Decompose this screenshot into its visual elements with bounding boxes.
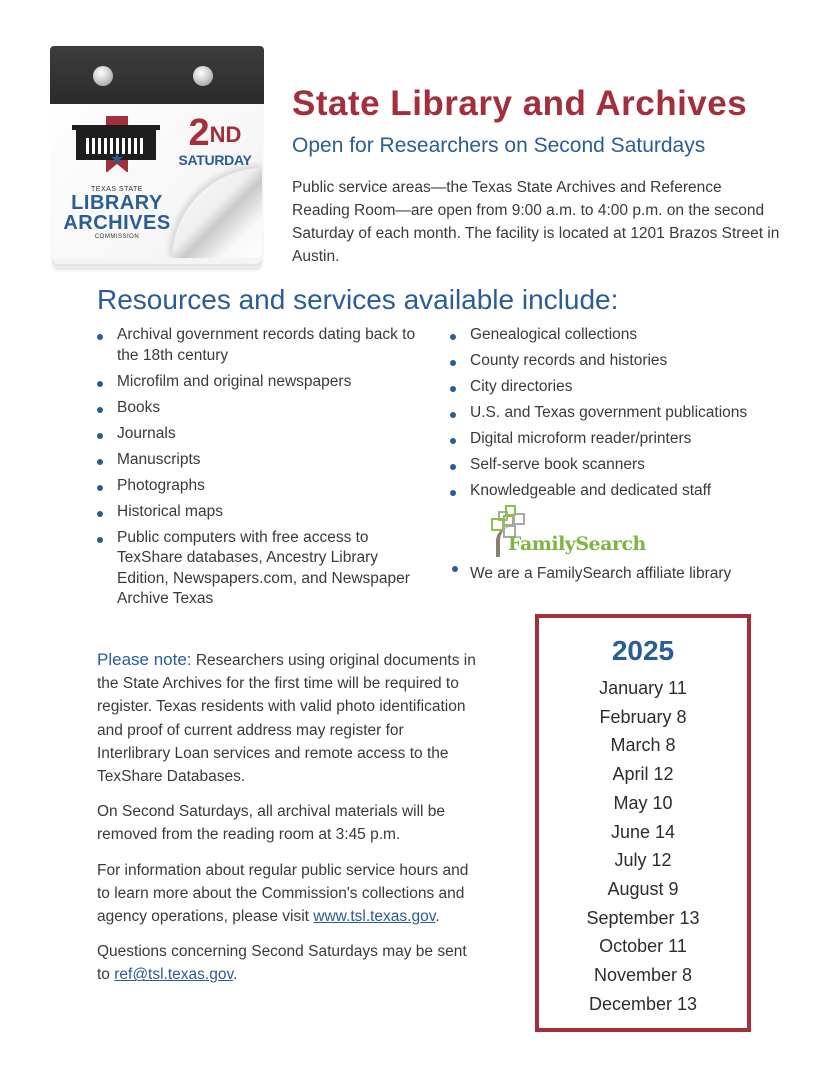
- list-item: [450, 377, 810, 398]
- schedule-date: November 8: [539, 961, 747, 990]
- note-text: Researchers using original documents in the State Archives for the first time will be required to register. Texas residents with valid photo identification and proof of current address may register for Interlibrary Loan services and remote access to the TexShare Databases.: [97, 652, 476, 785]
- list-item-text: Digital microform reader/printers: [470, 430, 691, 447]
- bullet-icon: [97, 334, 103, 340]
- bullet-icon: [450, 386, 456, 392]
- logo-archives: ARCHIVES: [62, 213, 172, 233]
- logo-library: LIBRARY: [62, 193, 172, 213]
- logo-commission: COMMISSION: [62, 234, 172, 240]
- bullet-icon: [97, 407, 103, 413]
- resources-list-left: [97, 325, 417, 615]
- list-item-text: Photographs: [117, 477, 205, 494]
- list-item-text: U.S. and Texas government publications: [470, 404, 747, 421]
- list-item: [97, 450, 417, 471]
- note-paragraph: [97, 859, 477, 929]
- resources-list-right: [450, 325, 810, 507]
- bullet-icon: [97, 459, 103, 465]
- list-item: [450, 429, 810, 450]
- logo-texas-state: TEXAS STATE: [62, 186, 172, 193]
- notes-section: [97, 648, 477, 999]
- page-title: State Library and Archives: [292, 84, 747, 124]
- list-item-text: Genealogical collections: [470, 326, 637, 343]
- list-item: [450, 325, 810, 346]
- list-item: [97, 424, 417, 445]
- list-item-text: Archival government records dating back to the 18th century: [117, 326, 415, 364]
- list-item-text: Journals: [117, 425, 176, 442]
- bullet-icon: [97, 537, 103, 543]
- schedule-box: [535, 614, 751, 1032]
- note-text: .: [233, 966, 237, 983]
- saturday-label: SATURDAY: [172, 152, 258, 168]
- schedule-date: February 8: [539, 703, 747, 732]
- bullet-icon: [97, 485, 103, 491]
- list-item: [97, 528, 417, 610]
- calendar-binding: [50, 46, 264, 104]
- resources-heading: Resources and services available include:: [97, 284, 618, 316]
- list-item-text: Historical maps: [117, 503, 223, 520]
- list-item: [97, 398, 417, 419]
- list-item-text: Microfilm and original newspapers: [117, 373, 351, 390]
- list-item-text: Knowledgeable and dedicated staff: [470, 482, 711, 499]
- list-item: [97, 325, 417, 366]
- binding-ring-icon: [193, 66, 213, 86]
- schedule-date: July 12: [539, 846, 747, 875]
- schedule-dates-list: [539, 674, 747, 1018]
- page-curl: [172, 168, 262, 258]
- schedule-date: October 11: [539, 932, 747, 961]
- note-text: .: [435, 908, 439, 925]
- schedule-date: September 13: [539, 904, 747, 933]
- schedule-date: March 8: [539, 731, 747, 760]
- list-item: [450, 455, 810, 476]
- bullet-icon: [450, 464, 456, 470]
- list-item-text: Self-serve book scanners: [470, 456, 645, 473]
- tree-leaf-icon: [513, 513, 525, 525]
- website-link[interactable]: www.tsl.texas.gov: [313, 908, 435, 925]
- second-saturday-label: [172, 114, 258, 168]
- note-paragraph: [97, 940, 477, 986]
- schedule-date: August 9: [539, 875, 747, 904]
- email-link[interactable]: ref@tsl.texas.gov: [114, 966, 233, 983]
- list-item: [97, 502, 417, 523]
- list-item: [450, 351, 810, 372]
- list-item-text: County records and histories: [470, 352, 667, 369]
- list-item-text: Manuscripts: [117, 451, 201, 468]
- list-item: [450, 403, 810, 424]
- page-subtitle: Open for Researchers on Second Saturdays: [292, 134, 705, 158]
- familysearch-logo: [488, 505, 648, 559]
- second-saturday-calendar-logo: [50, 46, 264, 268]
- please-note-label: Please note:: [97, 650, 192, 669]
- bullet-icon: [450, 438, 456, 444]
- note-text: Questions concerning Second Saturdays may be sent to: [97, 943, 467, 983]
- familysearch-wordmark: FamilySearch: [508, 533, 646, 555]
- bullet-icon: [97, 511, 103, 517]
- schedule-date: December 13: [539, 990, 747, 1019]
- schedule-date: April 12: [539, 760, 747, 789]
- familysearch-affiliate-item: [450, 564, 731, 584]
- schedule-date: June 14: [539, 818, 747, 847]
- ordinal-suffix: ND: [210, 122, 242, 147]
- bullet-icon: [450, 490, 456, 496]
- schedule-year: 2025: [539, 634, 747, 668]
- bullet-icon: [97, 381, 103, 387]
- list-item-text: City directories: [470, 378, 573, 395]
- list-item-text: Public computers with free access to TexShare databases, Ancestry Library Edition, Newspapers.com, and Newspaper Archive Texas: [117, 529, 410, 608]
- bullet-icon: [452, 566, 458, 572]
- tslac-logo: [62, 116, 172, 240]
- list-item-text: Books: [117, 399, 160, 416]
- schedule-date: January 11: [539, 674, 747, 703]
- intro-paragraph: Public service areas—the Texas State Archives and Reference Reading Room—are open from 9:00 a.m. to 4:00 p.m. on the second Saturday of each month. The facility is located at 1201 Brazos Street in Austin.: [292, 176, 782, 268]
- list-item: [450, 481, 810, 502]
- ordinal-number: 2: [189, 112, 210, 154]
- star-icon: ★: [62, 152, 172, 168]
- list-item: [97, 476, 417, 497]
- list-item-text: We are a FamilySearch affiliate library: [470, 565, 731, 582]
- bullet-icon: [450, 334, 456, 340]
- note-paragraph: On Second Saturdays, all archival materials will be removed from the reading room at 3:45 p.m.: [97, 800, 477, 846]
- schedule-date: May 10: [539, 789, 747, 818]
- bullet-icon: [97, 433, 103, 439]
- list-item: [97, 372, 417, 393]
- note-paragraph: [97, 648, 477, 788]
- note-text: For information about regular public service hours and to learn more about the Commission's collections and agency operations, please visit: [97, 862, 468, 925]
- binding-ring-icon: [93, 66, 113, 86]
- bullet-icon: [450, 412, 456, 418]
- bullet-icon: [450, 360, 456, 366]
